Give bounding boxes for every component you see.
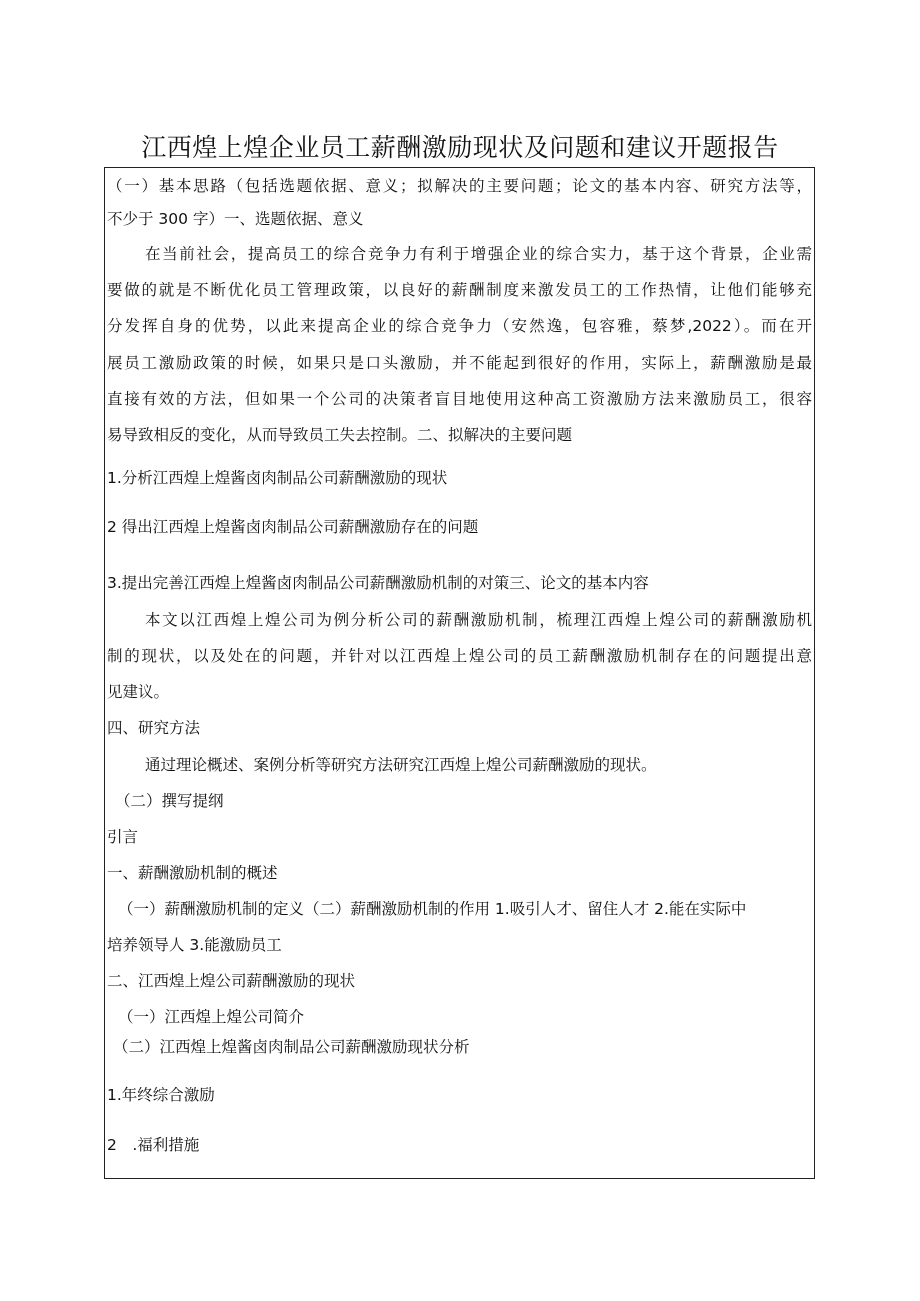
para-2-line-1: 本文以江西煌上煌公司为例分析公司的薪酬激励机制，梳理江西煌上煌公司的薪酬激励机 xyxy=(145,611,812,629)
para-1-line-2: 要做的就是不断优化员工管理政策，以良好的薪酬制度来激发员工的工作热情，让他们能够充 xyxy=(107,281,812,299)
para-1-line-6: 易导致相反的变化，从而导致员工失去控制。二、拟解决的主要问题 xyxy=(107,426,573,444)
outline-chapter-2-section-2: （二）江西煌上煌酱卤肉制品公司薪酬激励现状分析 xyxy=(113,1038,470,1056)
para-1-line-3: 分发挥自身的优势，以此来提高企业的综合竞争力（安然逸，包容雅，蔡梦,2022）。而在开 xyxy=(107,317,812,335)
outline-chapter-2-section-1: （一）江西煌上煌公司简介 xyxy=(118,1008,305,1026)
heading-outline: （二）撰写提纲 xyxy=(115,792,224,810)
para-1-line-5: 直接有效的方法，但如果一个公司的决策者盲目地使用这种高工资激励方法来激励员工，很容 xyxy=(107,390,812,408)
problem-item-3: 3.提出完善江西煌上煌酱卤肉制品公司薪酬激励机制的对策三、论文的基本内容 xyxy=(107,574,649,592)
outline-introduction: 引言 xyxy=(107,828,139,846)
outline-chapter-1: 一、薪酬激励机制的概述 xyxy=(107,864,278,882)
outline-item-year-end-incentive: 1.年终综合激励 xyxy=(107,1086,215,1104)
outline-chapter-1-sections: （一）薪酬激励机制的定义（二）薪酬激励机制的作用 1.吸引人才、留住人才 2.能在实际中 xyxy=(118,900,747,918)
outline-chapter-1-sections-cont: 培养领导人 3.能激励员工 xyxy=(107,936,282,954)
problem-item-1: 1.分析江西煌上煌酱卤肉制品公司薪酬激励的现状 xyxy=(107,469,448,487)
research-methods-text: 通过理论概述、案例分析等研究方法研究江西煌上煌公司薪酬激励的现状。 xyxy=(145,756,657,774)
para-2-line-3: 见建议。 xyxy=(107,683,170,701)
para-1-line-1: 在当前社会，提高员工的综合竞争力有利于增强企业的综合实力，基于这个背景，企业需 xyxy=(145,245,812,263)
line-basic-idea: （一）基本思路（包括选题依据、意义；拟解决的主要问题；论文的基本内容、研究方法等， xyxy=(107,177,812,195)
outline-item-welfare-measures: 2 .福利措施 xyxy=(107,1136,200,1154)
outline-chapter-2: 二、江西煌上煌公司薪酬激励的现状 xyxy=(107,972,356,990)
document-title: 江西煌上煌企业员工薪酬激励现状及问题和建议开题报告 xyxy=(141,133,779,162)
problem-item-2: 2 得出江西煌上煌酱卤肉制品公司薪酬激励存在的问题 xyxy=(107,518,479,536)
heading-research-methods: 四、研究方法 xyxy=(107,719,201,737)
line-word-count: 不少于 300 字）一、选题依据、意义 xyxy=(107,210,364,228)
para-2-line-2: 制的现状，以及处在的问题，并针对以江西煌上煌公司的员工薪酬激励机制存在的问题提出意 xyxy=(107,647,812,665)
para-1-line-4: 展员工激励政策的时候，如果只是口头激励，并不能起到很好的作用，实际上，薪酬激励是最 xyxy=(107,354,812,372)
